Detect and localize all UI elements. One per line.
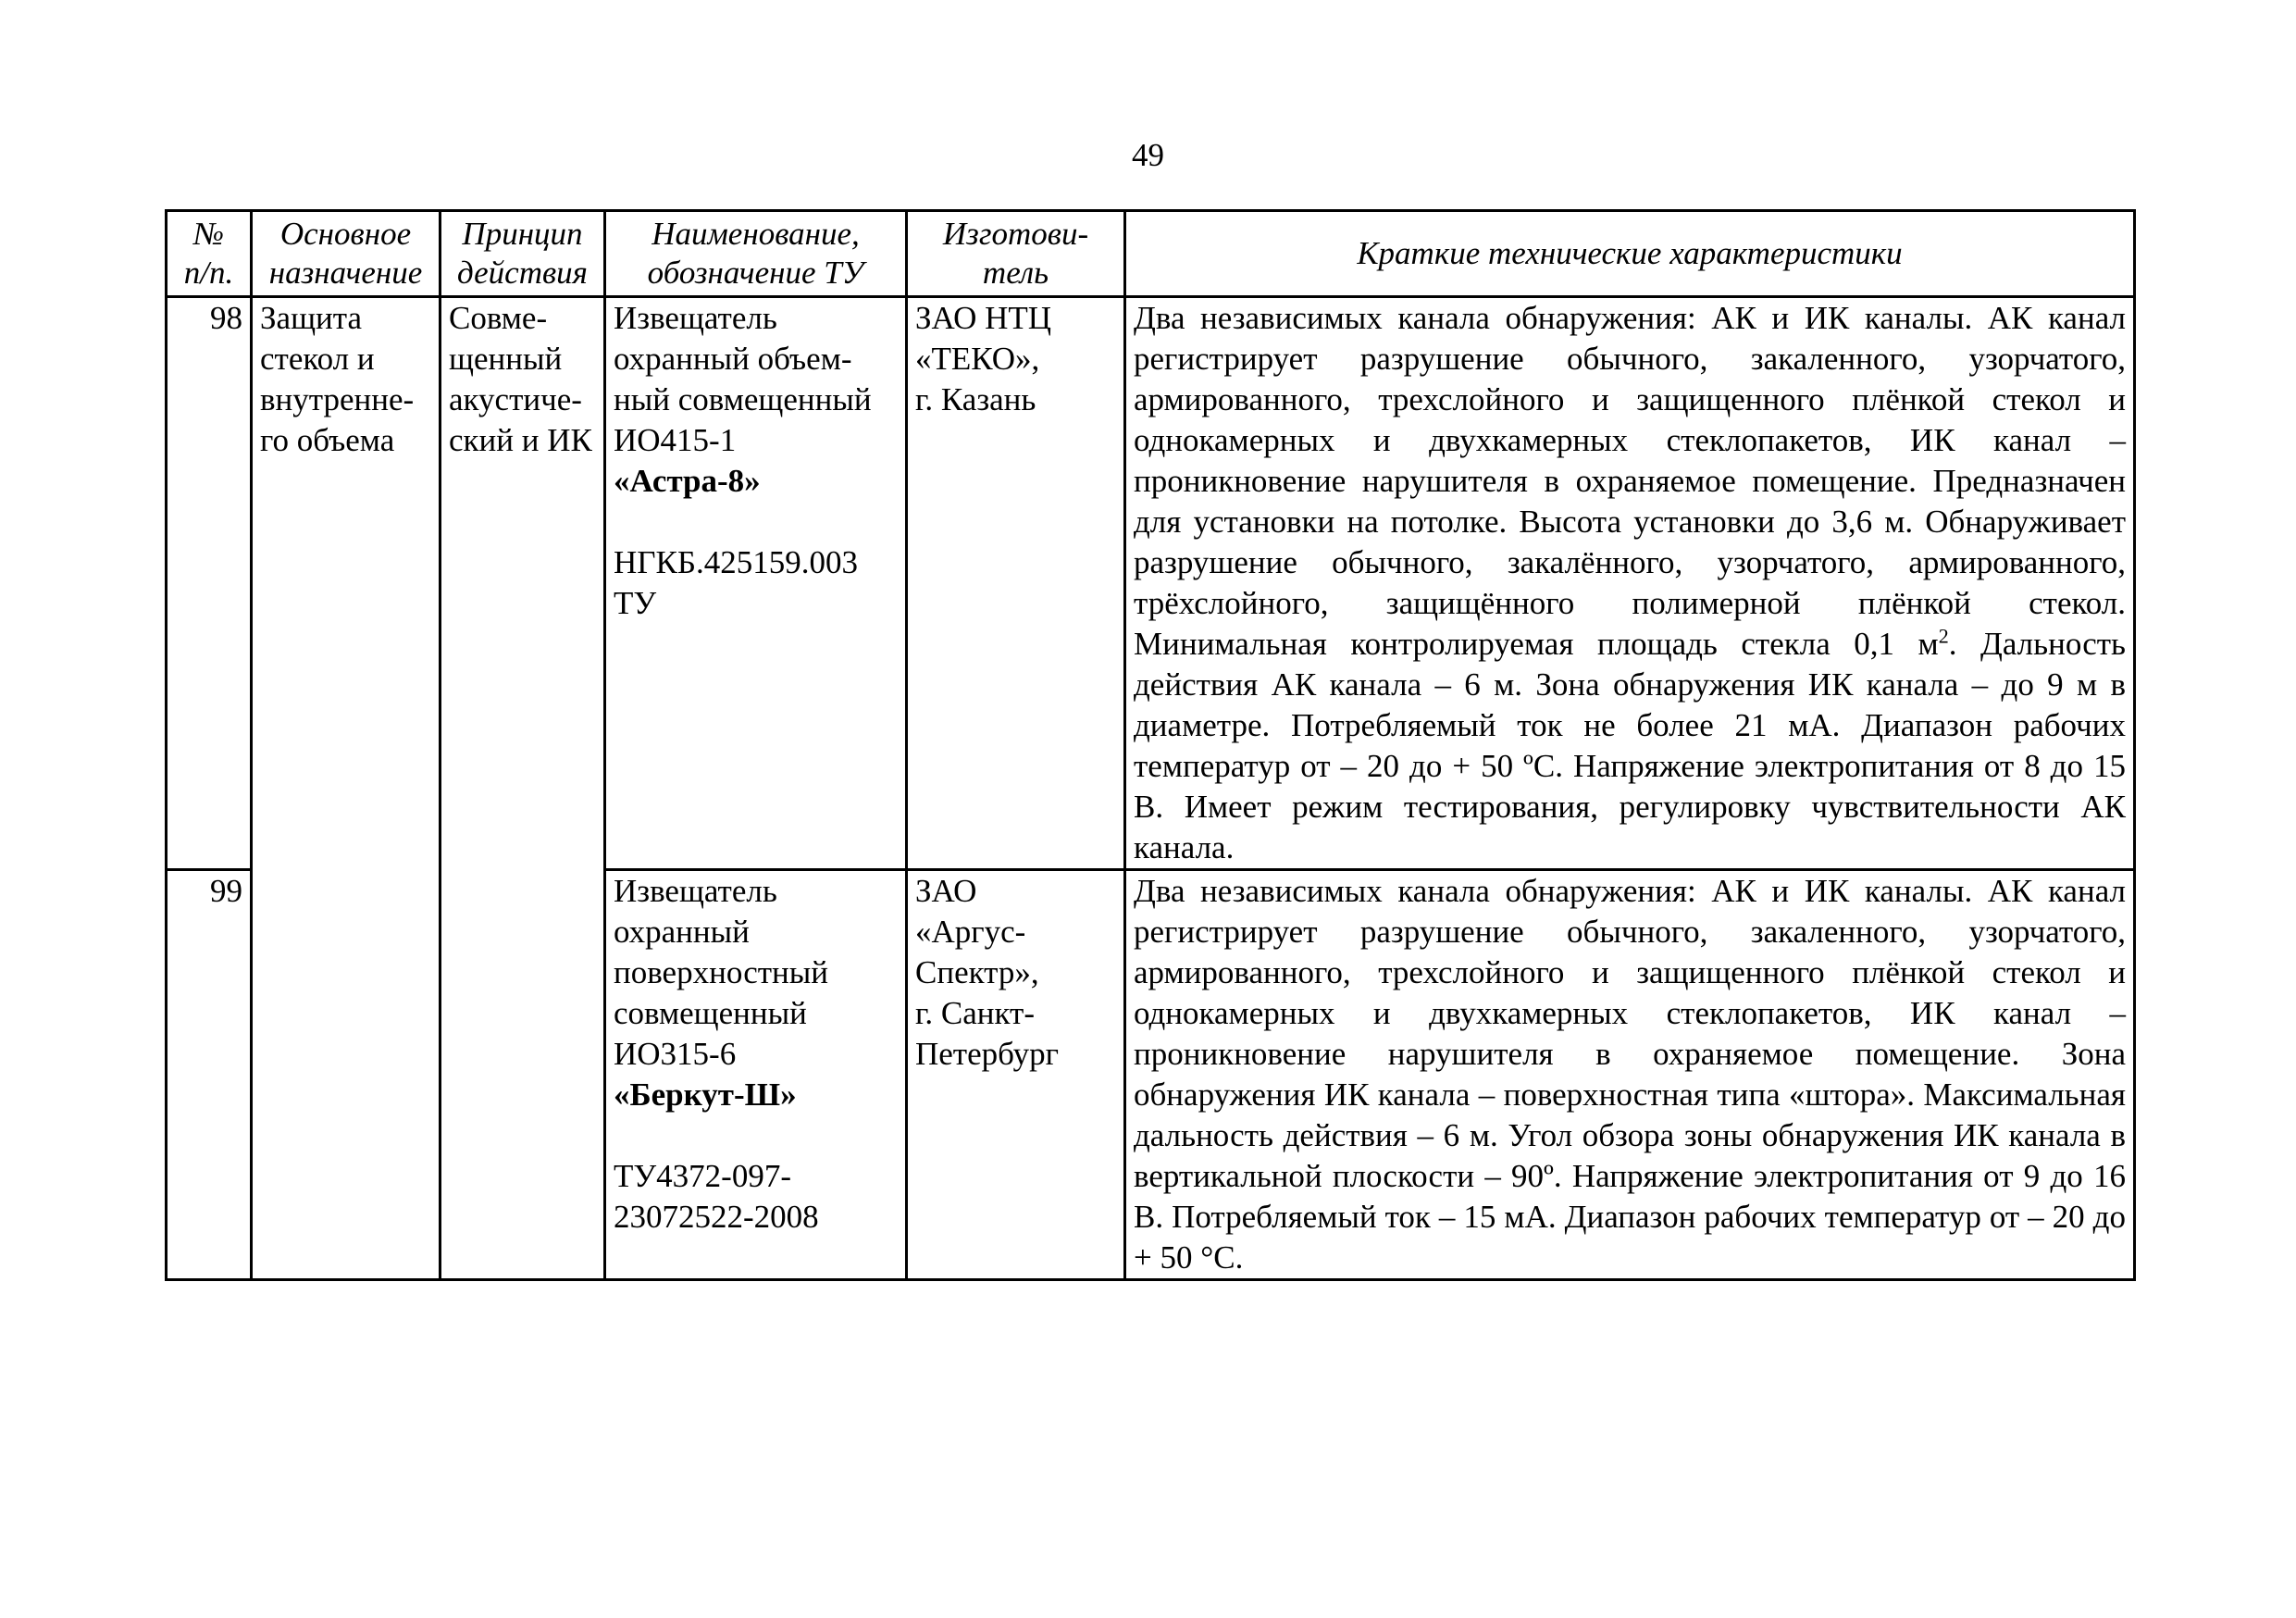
- header-name: Наименование, обозначение ТУ: [605, 211, 907, 297]
- specification-cell: Два независимых канала обнаружения: АК и ИК каналы. АК канал регистрирует разрушение обычного, закаленного, узорчатого, армированного, трехслойного и защищенного плёнкой стекол и однокамерных и двухкамерных стеклопакетов, ИК канал – проникновение нарушителя в охраняемое помещение. Зона обнаружения ИК канала – поверхностная типа «штора». Максимальная дальность действия – 6 м. Угол обзора зоны обнаружения ИК канала в вертикальной плоскости – 90º. Напряжение электропитания от 9 до 16 В. Потребляемый ток – 15 мА. Диапазон рабочих температур от – 20 до + 50 °С.: [1125, 870, 2135, 1280]
- page-number: 49: [1132, 137, 1164, 173]
- device-name-cell: Извещатель охранный поверхностный совмещенный ИО315-6 «Беркут-Ш» ТУ4372-097- 23072522-2008: [605, 870, 907, 1280]
- device-model: «Беркут-Ш»: [614, 1077, 797, 1113]
- header-num: № п/п.: [167, 211, 252, 297]
- table-row-98: [167, 297, 2135, 870]
- manufacturer-cell: ЗАО НТЦ «ТЕКО», г. Казань: [907, 297, 1125, 870]
- principle-cell: Совме- щенный акустиче- ский и ИК: [441, 297, 605, 1280]
- row-number: 99: [167, 870, 252, 1280]
- specification-table: [165, 209, 2136, 1281]
- manufacturer-cell: ЗАО «Аргус- Спектр», г. Санкт- Петербург: [907, 870, 1125, 1280]
- tu-designation: НГКБ.425159.003 ТУ: [614, 544, 858, 621]
- purpose-cell: Защита стекол и внутренне- го объема: [252, 297, 441, 1280]
- superscript: 2: [1938, 624, 1949, 648]
- header-purpose: Основное назначение: [252, 211, 441, 297]
- table-header-row: [167, 211, 2135, 297]
- header-principle: Принцип действия: [441, 211, 605, 297]
- specification-cell: Два независимых канала обнаружения: АК и ИК каналы. АК канал регистрирует разрушение обычного, закаленного, узорчатого, армированного, трехслойного и защищенного плёнкой стекол и однокамерных и двухкамерных стеклопакетов, ИК канал – проникновение нарушителя в охраняемое помещение. Предназначен для установки на потолке. Высота установки до 3,6 м. Обнаруживает разрушение обычного, закалённого, узорчатого, армированного, трёхслойного, защищённого полимерной плёнкой стекол. Минимальная контролируемая площадь стекла 0,1 $м^2$. Дальность действия АК канала – 6 м. Зона обнаружения ИК канала – до 9 м в диаметре. Потребляемый ток не более 21 мА. Диапазон рабочих температур от – 20 до + 50 ºС. Напряжение электропитания от 8 до 15 В. Имеет режим тестирования, регулировку чувствительности АК канала.: [1125, 297, 2135, 870]
- row-number: 98: [167, 297, 252, 870]
- header-spec: Краткие технические характеристики: [1125, 211, 2135, 297]
- device-model: «Астра-8»: [614, 463, 761, 499]
- device-name-cell: Извещатель охранный объем- ный совмещенный ИО415-1 «Астра-8» НГКБ.425159.003 ТУ: [605, 297, 907, 870]
- header-maker: Изготови- тель: [907, 211, 1125, 297]
- tu-designation: ТУ4372-097- 23072522-2008: [614, 1158, 819, 1235]
